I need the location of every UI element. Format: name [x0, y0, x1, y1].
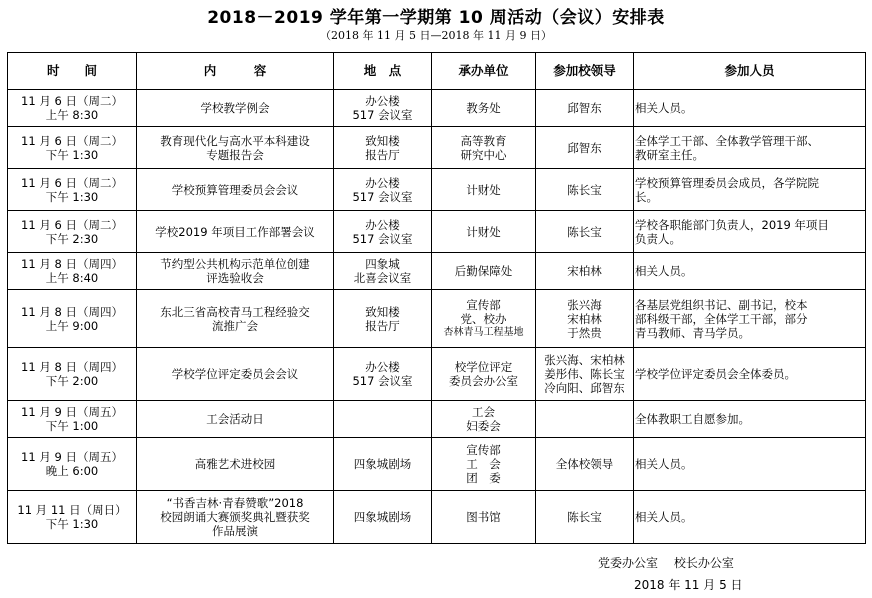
organizer-cell-line: 研究中心 — [460, 147, 507, 162]
place-cell-line: 517 会议室 — [352, 189, 413, 204]
organizer-cell — [432, 438, 536, 491]
participants-cell-line: 相关人员。 — [635, 457, 693, 471]
place-cell-line: 北喜会议室 — [353, 271, 412, 285]
participants-cell-line: 全体教职工自愿参加。 — [635, 412, 750, 426]
participants-cell — [634, 491, 866, 544]
time-cell — [8, 290, 137, 348]
leaders-cell-line: 冷向阳、邱智东 — [544, 381, 625, 395]
content-cell — [137, 348, 334, 401]
time-cell — [8, 438, 137, 491]
content-cell-line: 作品展演 — [212, 524, 258, 538]
table-row — [8, 253, 866, 290]
table-row — [8, 401, 866, 438]
content-cell-line: 节约型公共机构示范单位创建 — [160, 257, 310, 271]
participants-cell-line: 学校各职能部门负责人，2019 年项目 — [635, 217, 829, 232]
organizer-cell-line: 工会 — [472, 405, 495, 419]
leaders-cell — [536, 290, 634, 348]
participants-cell-line: 全体学工干部、全体教学管理干部、 — [635, 133, 819, 148]
table-row — [8, 169, 866, 211]
time-cell — [8, 401, 137, 438]
place-cell — [334, 491, 432, 544]
participants-cell-line: 学校预算管理委员会成员，各学院院 — [635, 175, 819, 190]
place-cell-line: 致知楼 — [365, 304, 400, 319]
leaders-cell — [536, 253, 634, 290]
table-row — [8, 348, 866, 401]
leaders-cell-line: 陈长宝 — [567, 224, 602, 239]
participants-cell — [634, 438, 866, 491]
table-header-row — [8, 53, 866, 90]
place-cell-line: 致知楼 — [365, 133, 400, 148]
place-cell-line: 办公楼 — [365, 175, 400, 190]
content-cell-line: 校园朗诵大赛颁奖典礼暨获奖 — [160, 510, 310, 524]
time-cell-line: 下午 1:00 — [45, 419, 99, 433]
leaders-cell-line: 于然贵 — [567, 325, 602, 340]
participants-cell-line: 青马教师、青马学员。 — [635, 325, 750, 340]
content-cell-line: 学校教学例会 — [200, 101, 270, 115]
content-cell — [137, 401, 334, 438]
header-leaders: 参加校领导 — [536, 53, 634, 90]
place-cell — [334, 348, 432, 401]
leaders-cell-line: 陈长宝 — [567, 182, 602, 197]
header-participants: 参加人员 — [634, 53, 866, 90]
time-cell — [8, 169, 137, 211]
organizer-cell-line: 计财处 — [466, 182, 501, 197]
header-time: 时 间 — [8, 53, 137, 90]
organizer-cell-line: 宣传部 — [466, 443, 501, 457]
time-cell-line: 11 月 8 日（周四） — [21, 360, 123, 374]
place-cell-line: 四象城剧场 — [353, 457, 412, 471]
page-title: 2018－2019 学年第一学期第 10 周活动（会议）安排表 — [207, 8, 665, 28]
content-cell — [137, 290, 334, 348]
content-cell-line: 高雅艺术进校园 — [194, 457, 276, 471]
organizer-cell — [432, 348, 536, 401]
participants-cell — [634, 348, 866, 401]
place-cell — [334, 211, 432, 253]
organizer-cell-line: 图书馆 — [466, 510, 501, 524]
organizer-cell — [432, 290, 536, 348]
participants-cell-line: 长。 — [635, 189, 658, 204]
schedule-table — [7, 52, 866, 544]
leaders-cell-line: 宋柏林 — [567, 311, 602, 326]
time-cell-line: 11 月 8 日（周四） — [21, 257, 123, 271]
participants-cell-line: 相关人员。 — [635, 510, 693, 524]
content-cell-line: 学校2019 年项目工作部署会议 — [155, 224, 315, 239]
participants-cell — [634, 253, 866, 290]
place-cell-line: 办公楼 — [365, 94, 400, 108]
place-cell-line: 四象城剧场 — [353, 510, 412, 524]
time-cell-line: 上午 8:40 — [45, 271, 99, 285]
place-cell-line: 517 会议室 — [352, 108, 413, 122]
table-row — [8, 290, 866, 348]
time-cell — [8, 491, 137, 544]
place-cell-line: 报告厅 — [365, 318, 400, 333]
time-cell — [8, 253, 137, 290]
content-cell — [137, 169, 334, 211]
time-cell-line: 下午 1:30 — [45, 189, 99, 204]
time-cell-line: 下午 1:30 — [45, 147, 99, 162]
organizer-cell-line: 委员会办公室 — [449, 374, 518, 388]
organizer-cell-line: 计财处 — [466, 224, 501, 239]
leaders-cell — [536, 127, 634, 169]
header-place: 地 点 — [334, 53, 432, 90]
participants-cell-line: 部科级干部，全体学工干部，部分 — [635, 311, 808, 326]
place-cell — [334, 90, 432, 127]
leaders-cell-line: 邱智东 — [567, 140, 602, 155]
place-cell — [334, 169, 432, 211]
leaders-cell — [536, 90, 634, 127]
content-cell-line: 教育现代化与高水平本科建设 — [160, 133, 310, 148]
leaders-cell-line: 张兴海 — [567, 297, 602, 312]
participants-cell-line: 学校学位评定委员会全体委员。 — [635, 367, 796, 381]
issuing-offices: 党委办公室 校长办公室 — [598, 556, 734, 570]
organizer-cell-line: 工 会 — [466, 457, 501, 471]
time-cell — [8, 348, 137, 401]
organizer-cell-line: 妇委会 — [466, 419, 501, 433]
leaders-cell-line: 全体校领导 — [555, 457, 614, 471]
time-cell-line: 下午 2:00 — [45, 374, 99, 388]
leaders-cell — [536, 348, 634, 401]
leaders-cell — [536, 491, 634, 544]
organizer-cell-line: 校学位评定 — [454, 360, 513, 374]
time-cell-line: 11 月 6 日（周二） — [21, 133, 123, 148]
participants-cell-line: 负责人。 — [635, 231, 681, 246]
content-cell-line: 评选验收会 — [206, 271, 264, 285]
leaders-cell-line: 张兴海、宋柏林 — [544, 353, 625, 367]
organizer-cell — [432, 401, 536, 438]
participants-cell-line: 教研室主任。 — [635, 147, 704, 162]
time-cell-line: 下午 1:30 — [45, 517, 99, 531]
time-cell-line: 上午 9:00 — [45, 318, 99, 333]
time-cell-line: 11 月 9 日（周五） — [21, 405, 123, 419]
place-cell-line: 517 会议室 — [352, 374, 413, 388]
participants-cell — [634, 401, 866, 438]
leaders-cell-line: 陈长宝 — [567, 510, 602, 524]
issue-date: 2018 年 11 月 5 日 — [634, 578, 743, 592]
leaders-cell-line: 宋柏林 — [567, 264, 602, 278]
time-cell-line: 11 月 6 日（周二） — [21, 175, 123, 190]
content-cell-line: 东北三省高校青马工程经验交 — [160, 304, 310, 319]
place-cell — [334, 290, 432, 348]
content-cell-line: 学校预算管理委员会会议 — [171, 182, 299, 197]
organizer-cell-line: 杏林青马工程基地 — [443, 326, 524, 338]
participants-cell — [634, 90, 866, 127]
time-cell-line: 11 月 8 日（周四） — [21, 304, 123, 319]
time-cell-line: 11 月 9 日（周五） — [21, 450, 123, 464]
time-cell — [8, 127, 137, 169]
time-cell-line: 下午 2:30 — [45, 231, 99, 246]
place-cell-line: 517 会议室 — [352, 231, 413, 246]
content-cell — [137, 438, 334, 491]
organizer-cell-line: 后勤保障处 — [454, 264, 513, 278]
place-cell-line: 四象城 — [365, 257, 400, 271]
leaders-cell-line: 姜彤伟、陈长宝 — [544, 367, 625, 381]
place-cell — [334, 438, 432, 491]
content-cell-line: 流推广会 — [212, 318, 258, 333]
time-cell-line: 上午 8:30 — [45, 108, 99, 122]
leaders-cell-line: 邱智东 — [567, 101, 602, 115]
time-cell-line: 11 月 6 日（周二） — [21, 217, 123, 232]
content-cell — [137, 253, 334, 290]
content-cell — [137, 211, 334, 253]
organizer-cell-line: 团 委 — [466, 471, 501, 485]
table-row — [8, 491, 866, 544]
organizer-cell — [432, 211, 536, 253]
content-cell — [137, 491, 334, 544]
organizer-cell-line: 党、校办 — [460, 311, 507, 326]
participants-cell — [634, 211, 866, 253]
place-cell — [334, 401, 432, 438]
table-row — [8, 90, 866, 127]
content-cell-line: 工会活动日 — [206, 412, 264, 426]
content-cell-line: 专题报告会 — [206, 147, 264, 162]
participants-cell — [634, 127, 866, 169]
content-cell — [137, 127, 334, 169]
organizer-cell-line: 高等教育 — [460, 133, 507, 148]
time-cell — [8, 90, 137, 127]
leaders-cell — [536, 401, 634, 438]
participants-cell-line: 相关人员。 — [635, 264, 693, 278]
table-row — [8, 438, 866, 491]
organizer-cell — [432, 127, 536, 169]
participants-cell-line: 各基层党组织书记、副书记，校本 — [635, 297, 808, 312]
place-cell — [334, 127, 432, 169]
organizer-cell-line: 宣传部 — [466, 297, 501, 312]
content-cell-line: “书香吉林·青春赞歌”2018 — [166, 496, 304, 510]
place-cell-line: 办公楼 — [365, 360, 400, 374]
participants-cell — [634, 169, 866, 211]
leaders-cell — [536, 438, 634, 491]
header-content: 内 容 — [137, 53, 334, 90]
participants-cell — [634, 290, 866, 348]
organizer-cell — [432, 90, 536, 127]
organizer-cell-line: 教务处 — [466, 101, 501, 115]
time-cell-line: 11 月 11 日（周日） — [17, 503, 127, 517]
content-cell — [137, 90, 334, 127]
time-cell-line: 晚上 6:00 — [45, 464, 99, 478]
place-cell-line: 办公楼 — [365, 217, 400, 232]
table-row — [8, 211, 866, 253]
leaders-cell — [536, 211, 634, 253]
place-cell-line: 报告厅 — [365, 147, 400, 162]
content-cell-line: 学校学位评定委员会会议 — [171, 367, 299, 381]
date-range-subtitle: （2018 年 11 月 5 日—2018 年 11 月 9 日） — [320, 29, 552, 42]
participants-cell-line: 相关人员。 — [635, 101, 693, 115]
organizer-cell — [432, 169, 536, 211]
organizer-cell — [432, 253, 536, 290]
time-cell — [8, 211, 137, 253]
place-cell — [334, 253, 432, 290]
header-organizer: 承办单位 — [432, 53, 536, 90]
organizer-cell — [432, 491, 536, 544]
time-cell-line: 11 月 6 日（周二） — [21, 94, 123, 108]
leaders-cell — [536, 169, 634, 211]
table-row — [8, 127, 866, 169]
